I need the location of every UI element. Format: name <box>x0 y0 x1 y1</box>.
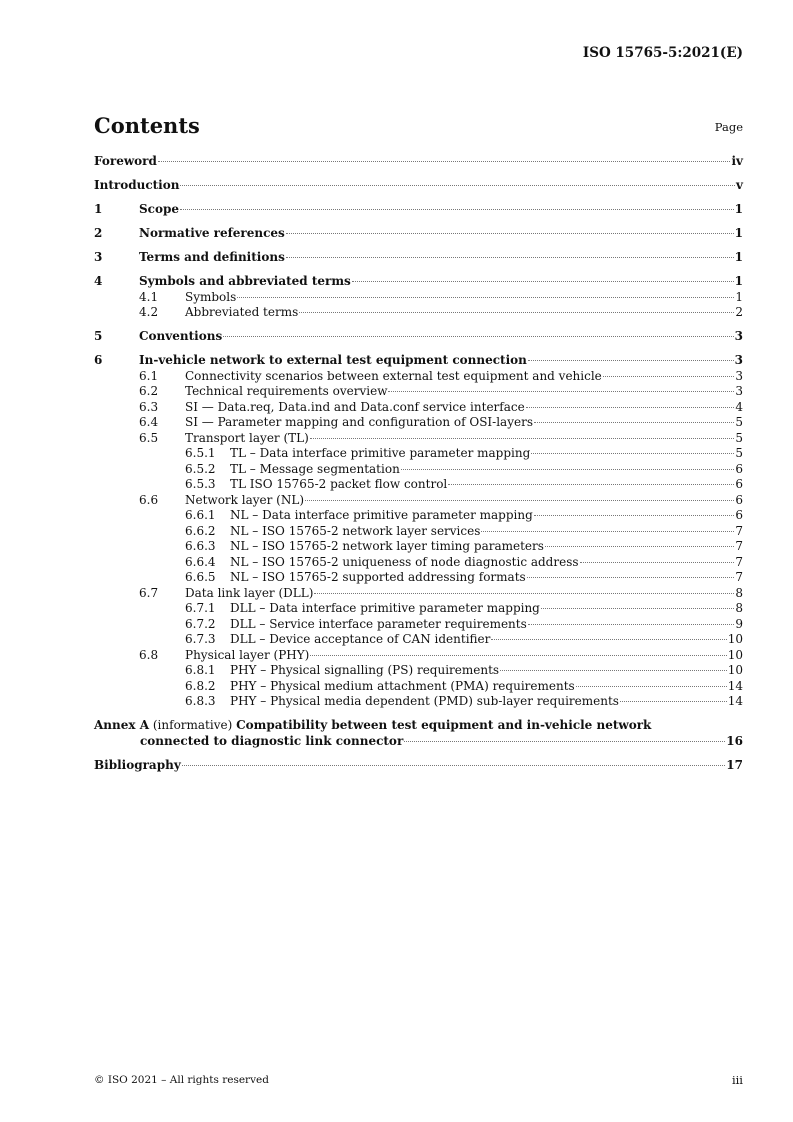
toc-entry[interactable] <box>94 570 743 586</box>
toc-entry-page: 9 <box>735 616 743 631</box>
toc-entry-title: SI — Parameter mapping and configuration of OSI-layers <box>185 415 533 429</box>
toc-entry-page: 6 <box>735 508 743 522</box>
toc-entry-number: 6.8.2 <box>185 678 216 693</box>
toc-entry[interactable] <box>94 369 743 385</box>
annex-page: 16 <box>726 733 743 748</box>
toc-entry[interactable] <box>94 178 743 194</box>
leader-dots <box>576 686 727 687</box>
toc-entry-number: 6.8 <box>139 647 159 662</box>
toc-entry-page: 3 <box>734 353 743 367</box>
leader-dots <box>534 515 735 516</box>
leader-dots <box>314 593 734 594</box>
toc-entry-number: 6.5.1 <box>185 446 216 460</box>
leader-dots <box>299 312 734 313</box>
toc-entry-title: Normative references <box>139 226 285 240</box>
toc-entry[interactable] <box>94 329 743 345</box>
toc-entry-title: TL – Message segmentation <box>230 461 400 476</box>
toc-entry-title: TL ISO 15765-2 packet flow control <box>230 477 448 491</box>
toc-entry-page: 10 <box>727 632 743 646</box>
toc-entry-number: 6.8.3 <box>185 694 216 708</box>
toc-entry-title: Terms and definitions <box>139 250 285 264</box>
toc-entry-title: Data link layer (DLL) <box>185 585 314 600</box>
toc-entry-number: 6.5.3 <box>185 477 216 491</box>
toc-entry-title: PHY – Physical medium attachment (PMA) requirements <box>230 678 575 693</box>
toc-entry[interactable] <box>94 250 743 266</box>
leader-dots <box>603 376 735 377</box>
annex-label: Annex A <box>94 718 150 732</box>
toc-entry[interactable] <box>94 586 743 602</box>
annex-title-line1: Compatibility between test equipment and in-vehicle network <box>236 718 652 732</box>
toc-entry-title: Symbols <box>185 289 237 304</box>
toc-entry-page: 3 <box>735 368 743 383</box>
leader-dots <box>310 655 726 656</box>
leader-dots <box>180 209 734 210</box>
leader-dots <box>448 484 734 485</box>
toc-entry-number: 6.6.5 <box>185 570 216 584</box>
leader-dots <box>620 701 727 702</box>
leader-dots <box>310 438 735 439</box>
leader-dots <box>500 670 727 671</box>
toc-entry-number: 4.2 <box>139 305 159 319</box>
toc-entry-title: SI — Data.req, Data.ind and Data.conf service interface <box>185 399 525 414</box>
leader-dots <box>541 608 734 609</box>
leader-dots <box>534 422 734 423</box>
toc-entry[interactable] <box>94 290 743 306</box>
leader-dots <box>352 281 734 282</box>
toc-entry-number: 6.6.4 <box>185 554 216 569</box>
toc-entry-number: 6.7.3 <box>185 632 216 646</box>
toc-entry-page: 10 <box>727 663 743 677</box>
toc-entry-title: NL – ISO 15765-2 supported addressing formats <box>230 570 526 584</box>
toc-entry-title: DLL – Device acceptance of CAN identifier <box>230 632 491 646</box>
toc-entry[interactable] <box>94 202 743 218</box>
leader-dots <box>528 360 734 361</box>
toc-entry[interactable] <box>94 663 743 679</box>
leader-dots <box>401 469 735 470</box>
toc-entry-page: 5 <box>735 415 743 429</box>
toc-entry-title: PHY – Physical signalling (PS) requirements <box>230 663 500 677</box>
toc-entry-title: Transport layer (TL) <box>185 430 309 445</box>
toc-entry-page: 7 <box>735 554 743 569</box>
contents-title-row <box>94 110 743 138</box>
table-of-contents <box>94 154 743 773</box>
toc-entry[interactable] <box>94 415 743 431</box>
toc-entry-page: 6 <box>735 492 743 507</box>
leader-dots <box>481 531 734 532</box>
toc-entry[interactable] <box>94 508 743 524</box>
toc-entry-number: 6.1 <box>139 368 159 383</box>
leader-dots <box>180 185 735 186</box>
toc-entry-page: 1 <box>735 289 743 304</box>
copyright-notice: © ISO 2021 – All rights reserved <box>94 1074 269 1086</box>
toc-entry-title: Conventions <box>139 329 223 343</box>
document-id: ISO 15765-5:2021(E) <box>582 45 743 61</box>
leader-dots <box>237 297 734 298</box>
annex-qualifier: (informative) <box>152 718 233 732</box>
toc-entry-number: 5 <box>94 329 103 343</box>
toc-entry-title: DLL – Service interface parameter requirements <box>230 616 527 631</box>
leader-dots <box>286 233 734 234</box>
leader-dots <box>404 741 725 742</box>
leader-dots <box>526 407 735 408</box>
toc-entry-title: TL – Data interface primitive parameter mapping <box>230 446 531 460</box>
toc-entry-title: DLL – Data interface primitive parameter mapping <box>230 601 540 615</box>
bibliography-label: Bibliography <box>94 757 181 772</box>
toc-entry-page: 3 <box>735 384 743 398</box>
toc-entry-page: iv <box>731 154 743 168</box>
toc-entry[interactable] <box>94 462 743 478</box>
toc-entry-number: 6 <box>94 353 103 367</box>
toc-entry[interactable] <box>94 648 743 664</box>
page-number: iii <box>731 1073 743 1087</box>
toc-entry-number: 6.5.2 <box>185 461 216 476</box>
toc-entry-title: Technical requirements overview <box>185 384 388 398</box>
toc-entry-page: 6 <box>735 477 743 491</box>
toc-entries <box>94 154 743 710</box>
toc-entry-number: 4 <box>94 274 103 288</box>
toc-entry-page: 14 <box>727 678 743 693</box>
toc-entry-number: 6.4 <box>139 415 159 429</box>
toc-entry-number: 6.7.2 <box>185 616 216 631</box>
toc-entry[interactable] <box>94 400 743 416</box>
toc-entry[interactable] <box>94 384 743 400</box>
toc-entry-title: In-vehicle network to external test equipment connection <box>139 353 527 367</box>
toc-entry-number: 6.6.3 <box>185 539 216 553</box>
leader-dots <box>545 546 734 547</box>
toc-entry-title: Abbreviated terms <box>185 305 299 319</box>
toc-entry-title: Physical layer (PHY) <box>185 647 310 662</box>
toc-entry-number: 6.8.1 <box>185 663 216 677</box>
toc-entry[interactable] <box>94 539 743 555</box>
toc-entry[interactable] <box>94 524 743 540</box>
annex-title-line2: connected to diagnostic link connector <box>140 733 404 748</box>
page-column-label: Page <box>714 120 743 134</box>
toc-entry-title: Symbols and abbreviated terms <box>139 274 351 288</box>
toc-entry[interactable] <box>94 679 743 695</box>
toc-entry-number: 3 <box>94 250 103 264</box>
toc-entry-number: 6.6.1 <box>185 508 216 522</box>
leader-dots <box>528 624 735 625</box>
toc-entry[interactable] <box>94 601 743 617</box>
contents-title: Contents <box>94 113 200 138</box>
toc-entry-number: 6.2 <box>139 384 159 398</box>
toc-entry[interactable] <box>94 274 743 290</box>
toc-entry-page: 8 <box>735 585 743 600</box>
toc-entry-page: 1 <box>734 250 743 264</box>
toc-entry-title: Connectivity scenarios between external test equipment and vehicle <box>185 368 602 383</box>
leader-dots <box>286 257 734 258</box>
leader-dots <box>531 453 734 454</box>
toc-entry-title: NL – Data interface primitive parameter mapping <box>230 508 533 522</box>
toc-entry-title: Scope <box>139 202 180 216</box>
toc-entry-number: 4.1 <box>139 289 159 304</box>
toc-entry-title: Network layer (NL) <box>185 492 304 507</box>
toc-entry[interactable] <box>94 632 743 648</box>
annex-second-line <box>94 734 743 750</box>
toc-entry-number: 6.7 <box>139 585 159 600</box>
bibliography-page: 17 <box>726 757 743 772</box>
toc-entry-page: 14 <box>727 694 743 708</box>
toc-entry-title: NL – ISO 15765-2 network layer timing parameters <box>230 539 544 553</box>
leader-dots <box>305 500 734 501</box>
toc-entry-page: v <box>736 178 743 192</box>
toc-entry-number: 1 <box>94 202 103 216</box>
toc-entry-page: 3 <box>734 329 743 343</box>
toc-entry-title: NL – ISO 15765-2 network layer services <box>230 523 481 538</box>
toc-entry[interactable] <box>94 226 743 242</box>
leader-dots <box>182 765 726 766</box>
toc-entry-page: 7 <box>735 539 743 553</box>
leader-dots <box>527 577 735 578</box>
toc-entry-annex-a[interactable] <box>94 718 743 749</box>
toc-entry-title: Introduction <box>94 178 180 192</box>
toc-entry-page: 2 <box>735 305 743 319</box>
toc-entry-number: 6.5 <box>139 430 159 445</box>
toc-entry-page: 7 <box>735 570 743 584</box>
leader-dots <box>158 161 731 162</box>
toc-entry-number: 6.6.2 <box>185 523 216 538</box>
toc-entry[interactable] <box>94 694 743 710</box>
leader-dots <box>491 639 726 640</box>
toc-entry[interactable] <box>94 305 743 321</box>
toc-entry-number: 6.6 <box>139 492 159 507</box>
toc-entry-page: 1 <box>734 274 743 288</box>
toc-entry[interactable] <box>94 617 743 633</box>
toc-entry-title: PHY – Physical media dependent (PMD) sub-layer requirements <box>230 694 619 708</box>
toc-entry-page: 1 <box>734 226 743 240</box>
toc-entry[interactable] <box>94 431 743 447</box>
toc-entry-page: 1 <box>734 202 743 216</box>
toc-entry-page: 7 <box>735 523 743 538</box>
toc-entry-page: 6 <box>735 461 743 476</box>
leader-dots <box>388 391 734 392</box>
leader-dots <box>580 562 735 563</box>
toc-entry-number: 6.7.1 <box>185 601 216 615</box>
toc-entry[interactable] <box>94 493 743 509</box>
toc-entry[interactable] <box>94 446 743 462</box>
toc-entry[interactable] <box>94 353 743 369</box>
toc-entry[interactable] <box>94 477 743 493</box>
toc-entry-bibliography[interactable] <box>94 758 743 774</box>
annex-first-line <box>94 718 743 734</box>
toc-entry-page: 5 <box>735 430 743 445</box>
toc-entry-page: 4 <box>735 399 743 414</box>
toc-entry[interactable] <box>94 555 743 571</box>
leader-dots <box>223 336 733 337</box>
toc-entry-page: 5 <box>735 446 743 460</box>
toc-entry-number: 2 <box>94 226 103 240</box>
toc-entry-number: 6.3 <box>139 399 159 414</box>
toc-entry[interactable] <box>94 154 743 170</box>
toc-entry-page: 10 <box>727 647 743 662</box>
toc-entry-title: Foreword <box>94 154 157 168</box>
toc-entry-page: 8 <box>735 601 743 615</box>
toc-entry-title: NL – ISO 15765-2 uniqueness of node diagnostic address <box>230 554 579 569</box>
